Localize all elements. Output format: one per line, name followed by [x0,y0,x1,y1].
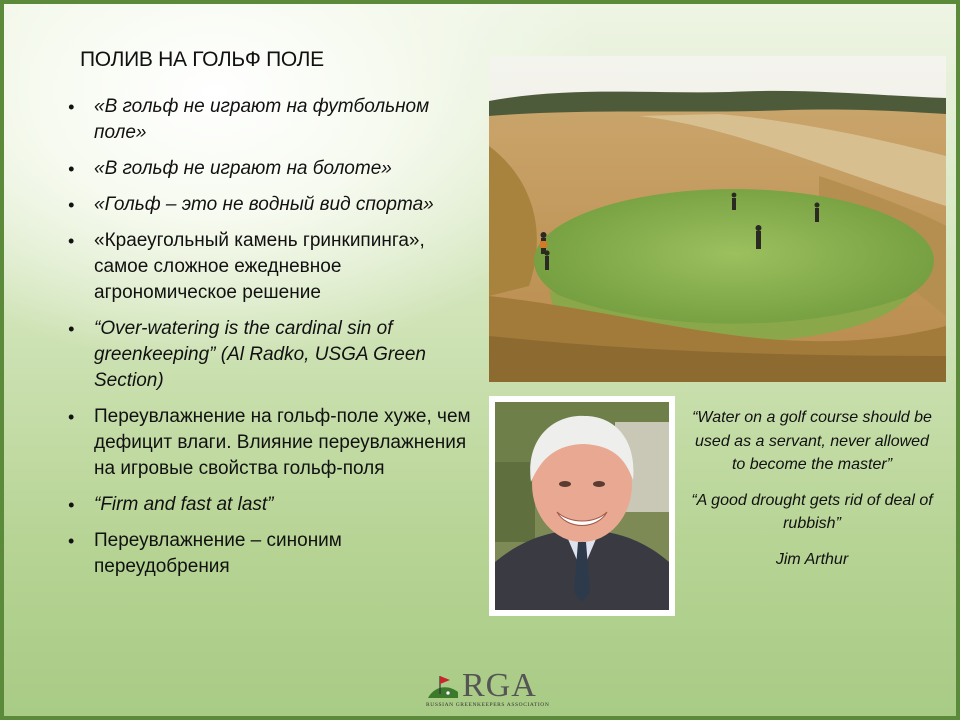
bullet-item: • «В гольф не играют на футбольном поле» [66,94,482,146]
slide-title: ПОЛИВ НА ГОЛЬФ ПОЛЕ [80,48,324,71]
golf-course-image [489,56,946,382]
logo-subtitle: RUSSIAN GREENKEEPERS ASSOCIATION [426,702,550,708]
bullet-item: • Переувлажнение на гольф-поле хуже, чем дефицит влаги. Влияние переувлажнения на игровые свойства гольф-поля [66,404,482,482]
rga-logo [426,667,550,714]
logo-wordmark: RGA [462,667,537,704]
jim-arthur-portrait [489,396,675,616]
bullet-item: • «Гольф – это не водный вид спорта» [66,192,482,218]
quote-text: “Water on a golf course should be used as a servant, never allowed to become the master” [692,409,932,473]
quote-block [688,406,936,583]
bullet-item: • Переувлажнение – синоним переудобрения [66,528,482,580]
bullet-list [66,94,482,590]
bullet-item: • “Over-watering is the cardinal sin of greenkeeping” (Al Radko, USGA Green Section) [66,316,482,394]
portrait-image [495,402,669,610]
golf-flag-icon [426,674,460,700]
quote-text: “A good drought gets rid of deal of rubbish” [691,491,933,532]
bullet-item: • «В гольф не играют на болоте» [66,156,482,182]
quote-author: Jim Arthur [775,550,849,568]
bullet-item: • “Firm and fast at last” [66,492,482,518]
bullet-item: • «Краеугольный камень гринкипинга», самое сложное ежедневное агрономическое решение [66,228,482,306]
golf-course-photo [489,56,946,382]
